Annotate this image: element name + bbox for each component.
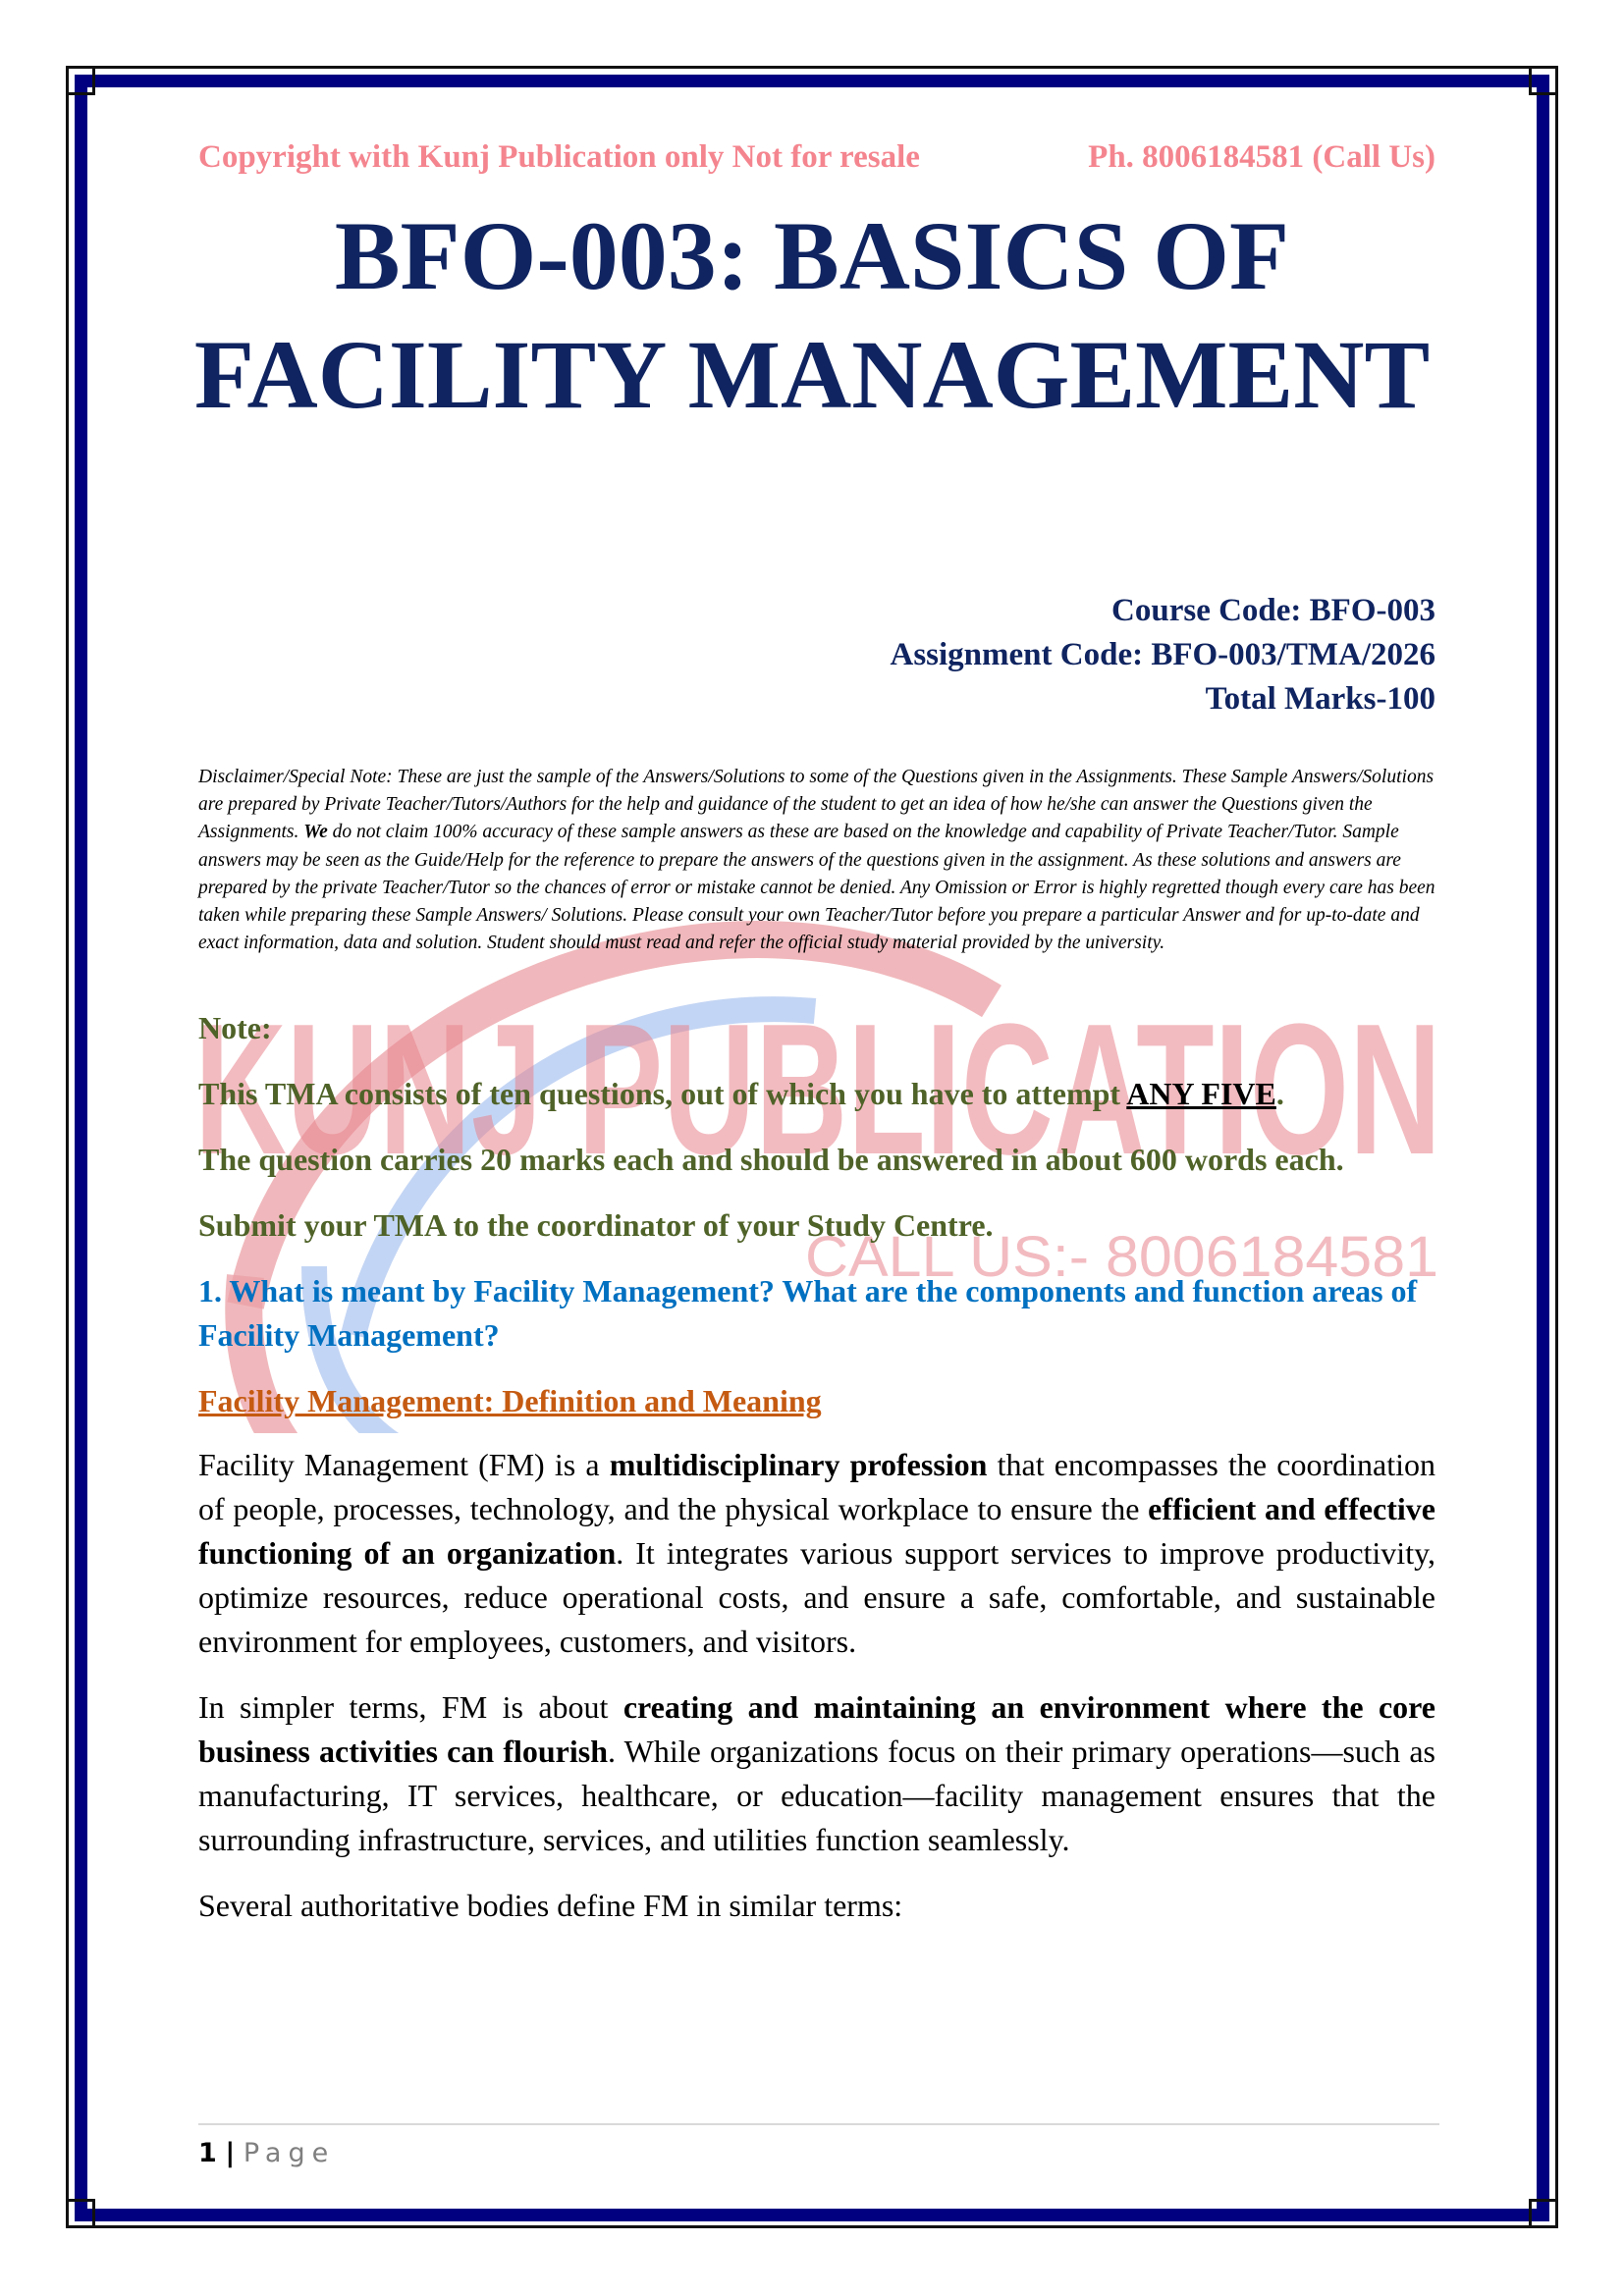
note-instruction-3: Submit your TMA to the coordinator of your Study Centre. xyxy=(198,1207,994,1243)
copyright-header xyxy=(198,139,1435,176)
border-corner-ornament xyxy=(66,66,95,95)
note-instruction-1 xyxy=(198,1072,1435,1116)
disclaimer-text: Disclaimer/Special Note: These are just the sample of the Answers/Solutions to some of the Questions given in the Assignments. These Sample Answers/Solutions are prepared by Private Teacher/Tutors/Authors for the help and guidance of the student to get an idea of how he/she can answer the Questions given the Assignments. xyxy=(198,767,1435,843)
disclaimer-bold: We xyxy=(303,822,328,843)
course-code: Course Code: BFO-003 xyxy=(1111,593,1435,628)
disclaimer xyxy=(198,764,1435,957)
page-label: Page xyxy=(243,2138,336,2168)
contact-phone: Ph. 8006184581 (Call Us) xyxy=(1088,139,1435,175)
total-marks: Total Marks-100 xyxy=(1205,681,1435,717)
note-instruction-2: The question carries 20 marks each and should be answered in about 600 words each. xyxy=(198,1142,1344,1177)
border-corner-ornament xyxy=(1529,66,1558,95)
assignment-code: Assignment Code: BFO-003/TMA/2026 xyxy=(890,637,1435,672)
footer-divider xyxy=(198,2123,1439,2125)
text: that encompasses the coordination of people, processes, technology, and the physical workplace to ensure the xyxy=(198,1447,1436,1526)
document-title xyxy=(147,196,1477,434)
note-text: . xyxy=(1275,1076,1284,1111)
text: . While organizations focus on their primary operations—such as manufacturing, IT services, healthcare, or education—facility management ensures that the surrounding infrastructure, services, and utilities function seamlessly. xyxy=(198,1734,1436,1857)
note-text: This TMA consists of ten questions, out of which you have to attempt xyxy=(198,1076,1127,1111)
paragraph-2 xyxy=(198,1685,1435,1862)
page-footer xyxy=(198,2138,335,2168)
watermark-call-text: CALL US:- 8006184581 xyxy=(805,1225,1438,1289)
text: . It integrates various support services to improve productivity, optimize resources, reduce operational costs, and ensure a safe, comfortable, and sustainable environment for employees, customers, and visitors. xyxy=(198,1535,1436,1659)
section-heading: Facility Management: Definition and Meaning xyxy=(198,1383,822,1418)
copyright-notice: Copyright with Kunj Publication only Not for resale xyxy=(198,139,920,175)
text: In simpler terms, FM is about xyxy=(198,1689,623,1725)
page-number: 1 xyxy=(198,2138,217,2168)
disclaimer-text: do not claim 100% accuracy of these sample answers as these are based on the knowledge and capability of Private Teacher/Tutor. Sample answers may be seen as the Guide/Help for the reference to prepare the answers of the questions given in the assignment. As these solutions and answers are prepared by the private Teacher/Tutor so the chances of error or mistake cannot be denied. Any Omission or Error is highly regretted though every care has been taken while preparing these Sample Answers/ Solutions. Please consult your own Teacher/Tutor before you prepare a particular Answer and for up-to-date and exact information, data and solution. Student should must read and refer the official study material provided by the university. xyxy=(198,822,1435,954)
paragraph-3: Several authoritative bodies define FM in similar terms: xyxy=(198,1888,903,1923)
border-corner-ornament xyxy=(66,2199,95,2228)
title-line-1: BFO-003: BASICS OF xyxy=(334,201,1290,310)
bold-text: efficient and effective functioning of an organization xyxy=(198,1491,1436,1571)
paragraph-1 xyxy=(198,1443,1435,1664)
border-corner-ornament xyxy=(1529,2199,1558,2228)
footer-separator: | xyxy=(225,2138,236,2168)
title-line-2: FACILITY MANAGEMENT xyxy=(193,320,1431,429)
bold-text: creating and maintaining an environment where the core business activities can flourish xyxy=(198,1689,1436,1769)
question-1: 1. What is meant by Facility Management? What are the components and function areas of Facility Management? xyxy=(198,1273,1418,1353)
text: Facility Management (FM) is a xyxy=(198,1447,610,1482)
course-info xyxy=(891,589,1436,721)
note-emphasis: ANY FIVE xyxy=(1126,1076,1276,1111)
main-content xyxy=(198,1006,1435,1949)
bold-text: multidisciplinary profession xyxy=(609,1447,988,1482)
note-label: Note: xyxy=(198,1010,272,1045)
watermark-brand-text: KUNJ PUBLICATION xyxy=(194,986,1441,1194)
